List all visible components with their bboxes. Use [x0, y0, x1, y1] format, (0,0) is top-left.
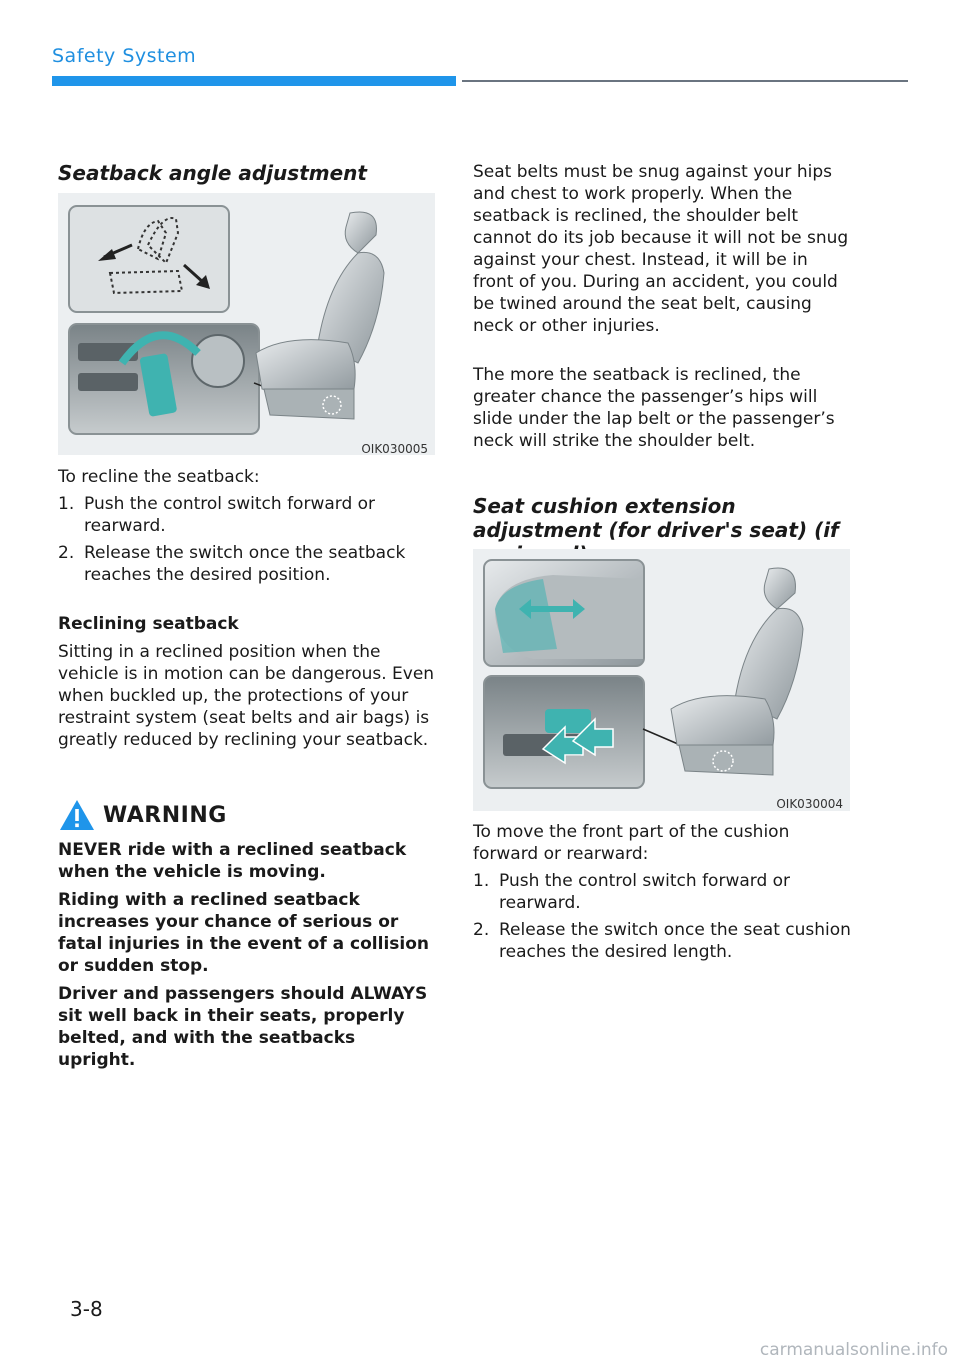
step-text: Push the control switch forward or rearward. — [499, 871, 791, 913]
list-item — [473, 870, 853, 914]
step-number: 1. — [58, 494, 75, 514]
reclining-heading: Reclining seatback — [58, 614, 239, 634]
figure-code: OIK030005 — [361, 442, 428, 456]
cushion-extension-title: Seat cushion extension adjustment (for driver's seat) (if — [473, 494, 839, 542]
seatback-illustration — [58, 193, 435, 455]
warning-text-3: Driver and passengers should ALWAYS sit well back in their seats, properly belted, and with the seatbacks upright. — [58, 984, 428, 1070]
cushion-steps — [473, 870, 853, 968]
recline-intro: To recline the seatback: — [58, 467, 260, 487]
step-number: 2. — [58, 543, 75, 563]
warning-text-1: NEVER ride with a reclined seatback when the vehicle is moving. — [58, 840, 407, 882]
warning-text-2: Riding with a reclined seatback increases your chance of serious or fatal injuries in the event of a collision or sudden stop. — [58, 890, 430, 976]
seatback-figure — [58, 193, 435, 455]
cushion-intro: To move the front part of the cushion forward or rearward: — [473, 822, 790, 864]
recline-steps — [58, 493, 438, 591]
warning-icon — [58, 798, 96, 832]
figure-code: OIK030004 — [776, 797, 843, 811]
list-item — [58, 493, 438, 537]
step-text: Release the switch once the seatback reaches the desired position. — [84, 543, 406, 585]
seatback-angle-title: Seatback angle adjustment — [58, 161, 367, 185]
header-accent-bar — [52, 76, 456, 86]
cushion-illustration — [473, 549, 850, 811]
step-text: Release the switch once the seat cushion reaches the desired length. — [499, 920, 851, 962]
reclining-text: Sitting in a reclined position when the vehicle is in motion can be dangerous. Even when buckled up, the protections of your restraint system (seat belts and air bags) is greatly reduced by reclining your seatback. — [58, 642, 435, 750]
list-item — [473, 919, 853, 963]
step-text: Push the control switch forward or rearward. — [84, 494, 376, 536]
header-rule — [462, 80, 908, 82]
section-title: Safety System — [52, 45, 197, 67]
cushion-figure — [473, 549, 850, 811]
recline-danger-paragraph: The more the seatback is reclined, the greater chance the passenger’s hips will slide under the lap belt or the passenger’s neck will strike the shoulder belt. — [473, 365, 835, 451]
step-number: 2. — [473, 920, 490, 940]
watermark: carmanualsonline.info — [759, 1340, 948, 1360]
warning-label: WARNING — [103, 802, 227, 828]
step-number: 1. — [473, 871, 490, 891]
warning-box — [58, 798, 438, 1071]
page-number: 3-8 — [70, 1297, 103, 1321]
seatbelt-paragraph: Seat belts must be snug against your hips and chest to work properly. When the seatback is reclined, the shoulder belt cannot do its job because it will not be snug against your chest. Instead, it will be in front of you. During an accident, you could be twined around the seat belt, causing neck or other injuries. — [473, 162, 849, 336]
list-item — [58, 542, 438, 586]
